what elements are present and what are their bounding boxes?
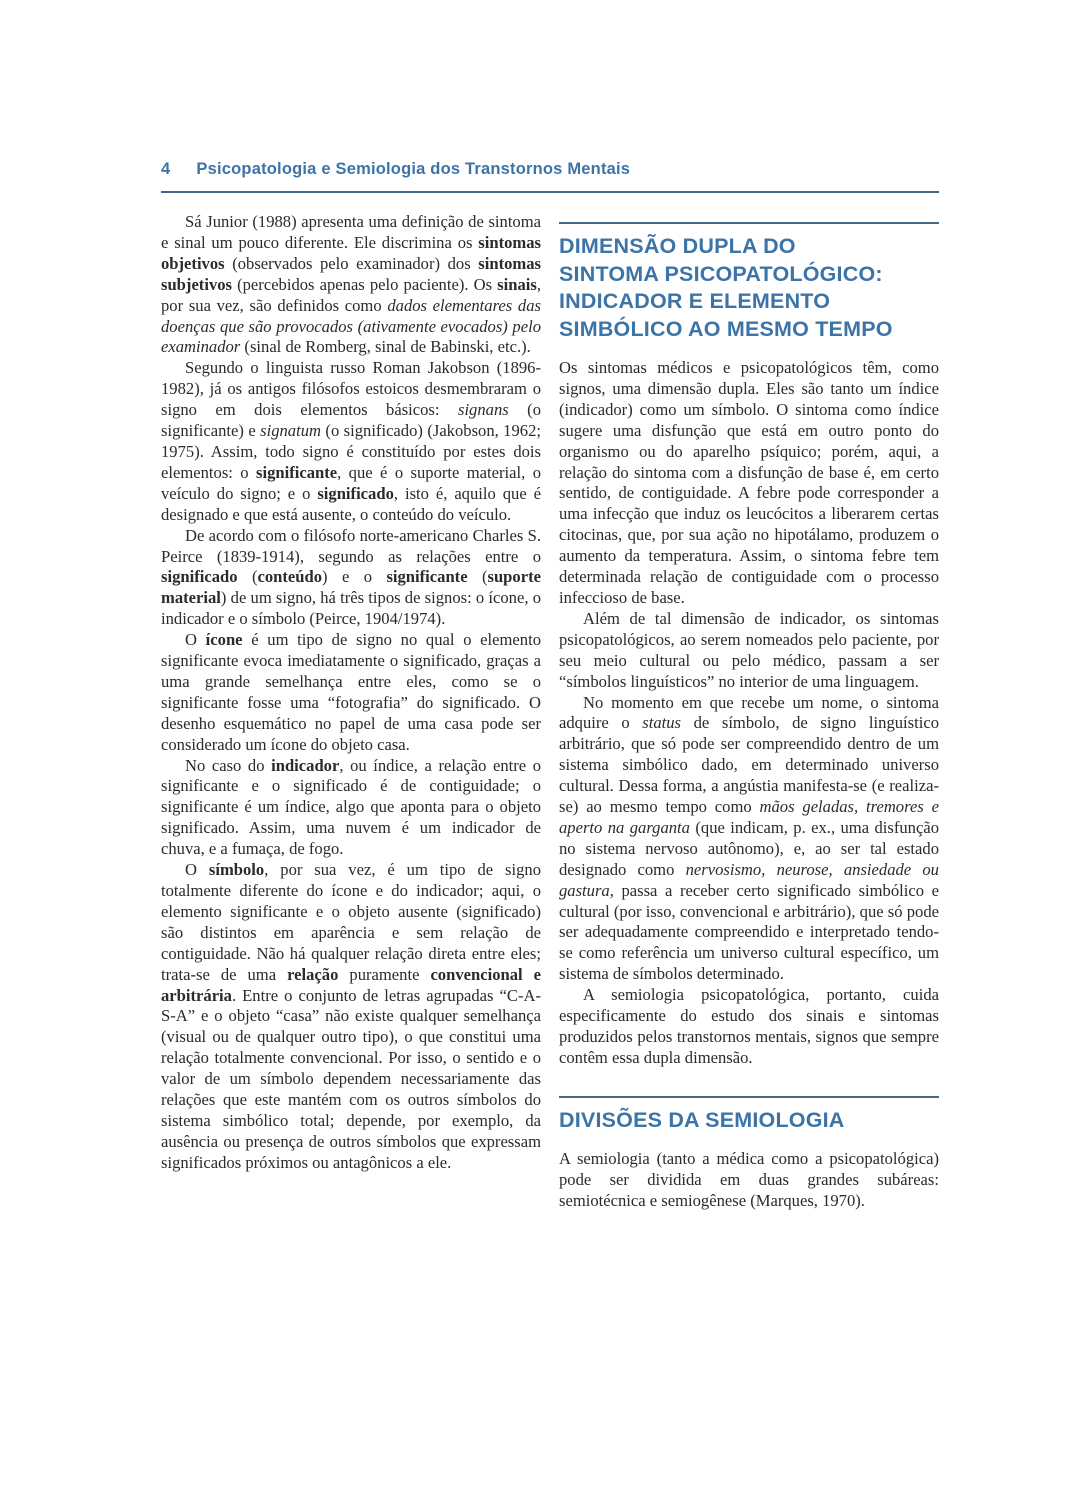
right-column — [559, 212, 939, 1212]
section-heading-divisoes: DIVISÕES DA SEMIOLOGIA — [559, 1107, 845, 1132]
paragraph-peirce: De acordo com o filósofo norte-americano Charles S. Peirce (1839-1914), segundo as relações entre o significado (conteúdo) e o significante (suporte material) de um signo, há três tipos de signos: o ícone, o indicador e o símbolo (Peirce, 1904/1974). — [161, 525, 541, 629]
paragraph-indicador: No caso do indicador, ou índice, a relação entre o significante e o significado é de contiguidade; o significante é um índice, algo que aponta para o objeto significado. Assim, uma nuvem é um indicador de chuva, e a fumaça, de fogo. — [161, 755, 541, 859]
paragraph-alem-dimensao: Além de tal dimensão de indicador, os sintomas psicopatológicos, ao serem nomeados pelo paciente, por seu meio cultural ou pelo médico, passam a ser “símbolos linguísticos” no interior de uma linguagem. — [559, 608, 939, 691]
paragraph-sintomas-medicos: Os sintomas médicos e psicopatológicos têm, como signos, uma dimensão dupla. Eles são tanto um índice (indicador) como um símbolo. O sintoma como índice sugere uma disfunção que está em outro ponto do organismo ou do aparelho psíquico; porém, aqui, a relação do sintoma com a disfunção de base é, em certo sentido, de contiguidade. A febre pode corresponder a uma infecção que induz os leucócitos a liberarem certas citocinas, que, por sua ação no hipotálamo, produzem o aumento da temperatura. Assim, o sintoma febre tem determinada relação de contiguidade com o processo infeccioso de base. — [559, 358, 939, 607]
header-rule — [161, 191, 939, 193]
running-title: Psicopatologia e Semiologia dos Transtornos Mentais — [196, 160, 631, 178]
paragraph-no-momento: No momento em que recebe um nome, o sintoma adquire o status de símbolo, de signo linguístico arbitrário, que só pode ser compreendido dentro de um sistema simbólico dado, em determinado universo cultural. Dessa forma, a angústia manifesta-se (e realiza-se) ao mesmo tempo como mãos geladas, tremores e aperto na garganta (que indicam, p. ex., uma disfunção no sistema nervoso autônomo), e, ao ser tal estado designado como nervosismo, neurose, ansiedade ou gastura, passa a receber certo significado simbólico e cultural (por isso, convencional e arbitrário), que só pode ser adequadamente compreendido e interpretado tendo-se como referência um universo cultural específico, um sistema de símbolos determinado. — [559, 692, 939, 984]
paragraph-semiologia-psicopatologica: A semiologia psicopatológica, portanto, cuida especificamente do estudo dos sinais e sintomas produzidos pelos transtornos mentais, signos que sempre contêm essa dupla dimensão. — [559, 985, 939, 1067]
page-header — [161, 160, 939, 179]
section-rule — [559, 1096, 939, 1098]
section-dimensao-dupla — [559, 222, 939, 1069]
section-rule — [559, 222, 939, 224]
left-column — [161, 212, 541, 1174]
paragraph-simbolo: O símbolo, por sua vez, é um tipo de signo totalmente diferente do ícone e do indicador; aqui, o elemento significante e o objeto ausente (significado) são distintos em aparência e sem relação de contiguidade. Não há qualquer relação direta entre eles; trata-se de uma relação puramente convencional e arbitrária. Entre o conjunto de letras agrupadas “C-A-S-A” e o objeto “casa” não existe qualquer semelhança (visual ou de qualquer outro tipo), o que constitui uma relação totalmente convencional. Por isso, o sentido e o valor de um símbolo dependem necessariamente das relações que este mantém com os outros símbolos do sistema simbólico total; depende, por exemplo, da ausência ou presença de outros símbolos que expressam significados próximos ou antagônicos a ele. — [161, 860, 541, 1172]
paragraph-icone: O ícone é um tipo de signo no qual o elemento significante evoca imediatamente o significado, graças a uma grande semelhança entre eles, como se o significante fosse uma “fotografia” do significado. O desenho esquemático no papel de uma casa pode ser considerado um ícone do objeto casa. — [161, 630, 541, 754]
page-number: 4 — [161, 160, 171, 178]
section-heading-dimensao-dupla: DIMENSÃO DUPLA DO SINTOMA PSICOPATOLÓGICO: INDICADOR E ELEMENTO SIMBÓLICO AO MESMO TEMPO — [559, 234, 893, 341]
paragraph-jakobson: Segundo o linguista russo Roman Jakobson (1896-1982), já os antigos filósofos estoicos desmembraram o signo em dois elementos básicos: signans (o significante) e signatum (o significado) (Jakobson, 1962; 1975). Assim, todo signo é constituído por estes dois elementos: o significante, que é o suporte material, o veículo do signo; e o significado, isto é, aquilo que é designado e que está ausente, o conteúdo do veículo. — [161, 358, 541, 524]
text-columns — [161, 212, 939, 1212]
paragraph-sa-junior: Sá Junior (1988) apresenta uma definição de sintoma e sinal um pouco diferente. Ele discrimina os sintomas objetivos (observados pelo examinador) dos sintomas subjetivos (percebidos apenas pelo paciente). Os sinais, por sua vez, são definidos como dados elementares das doenças que são provocados (ativamente evocados) pelo examinador (sinal de Romberg, sinal de Babinski, etc.). — [161, 212, 541, 357]
paragraph-semiologia-dividida: A semiologia (tanto a médica como a psicopatológica) pode ser dividida em duas grandes subáreas: semiotécnica e semiogênese (Marques, 1970). — [559, 1149, 939, 1211]
section-divisoes-semiologia — [559, 1096, 939, 1212]
